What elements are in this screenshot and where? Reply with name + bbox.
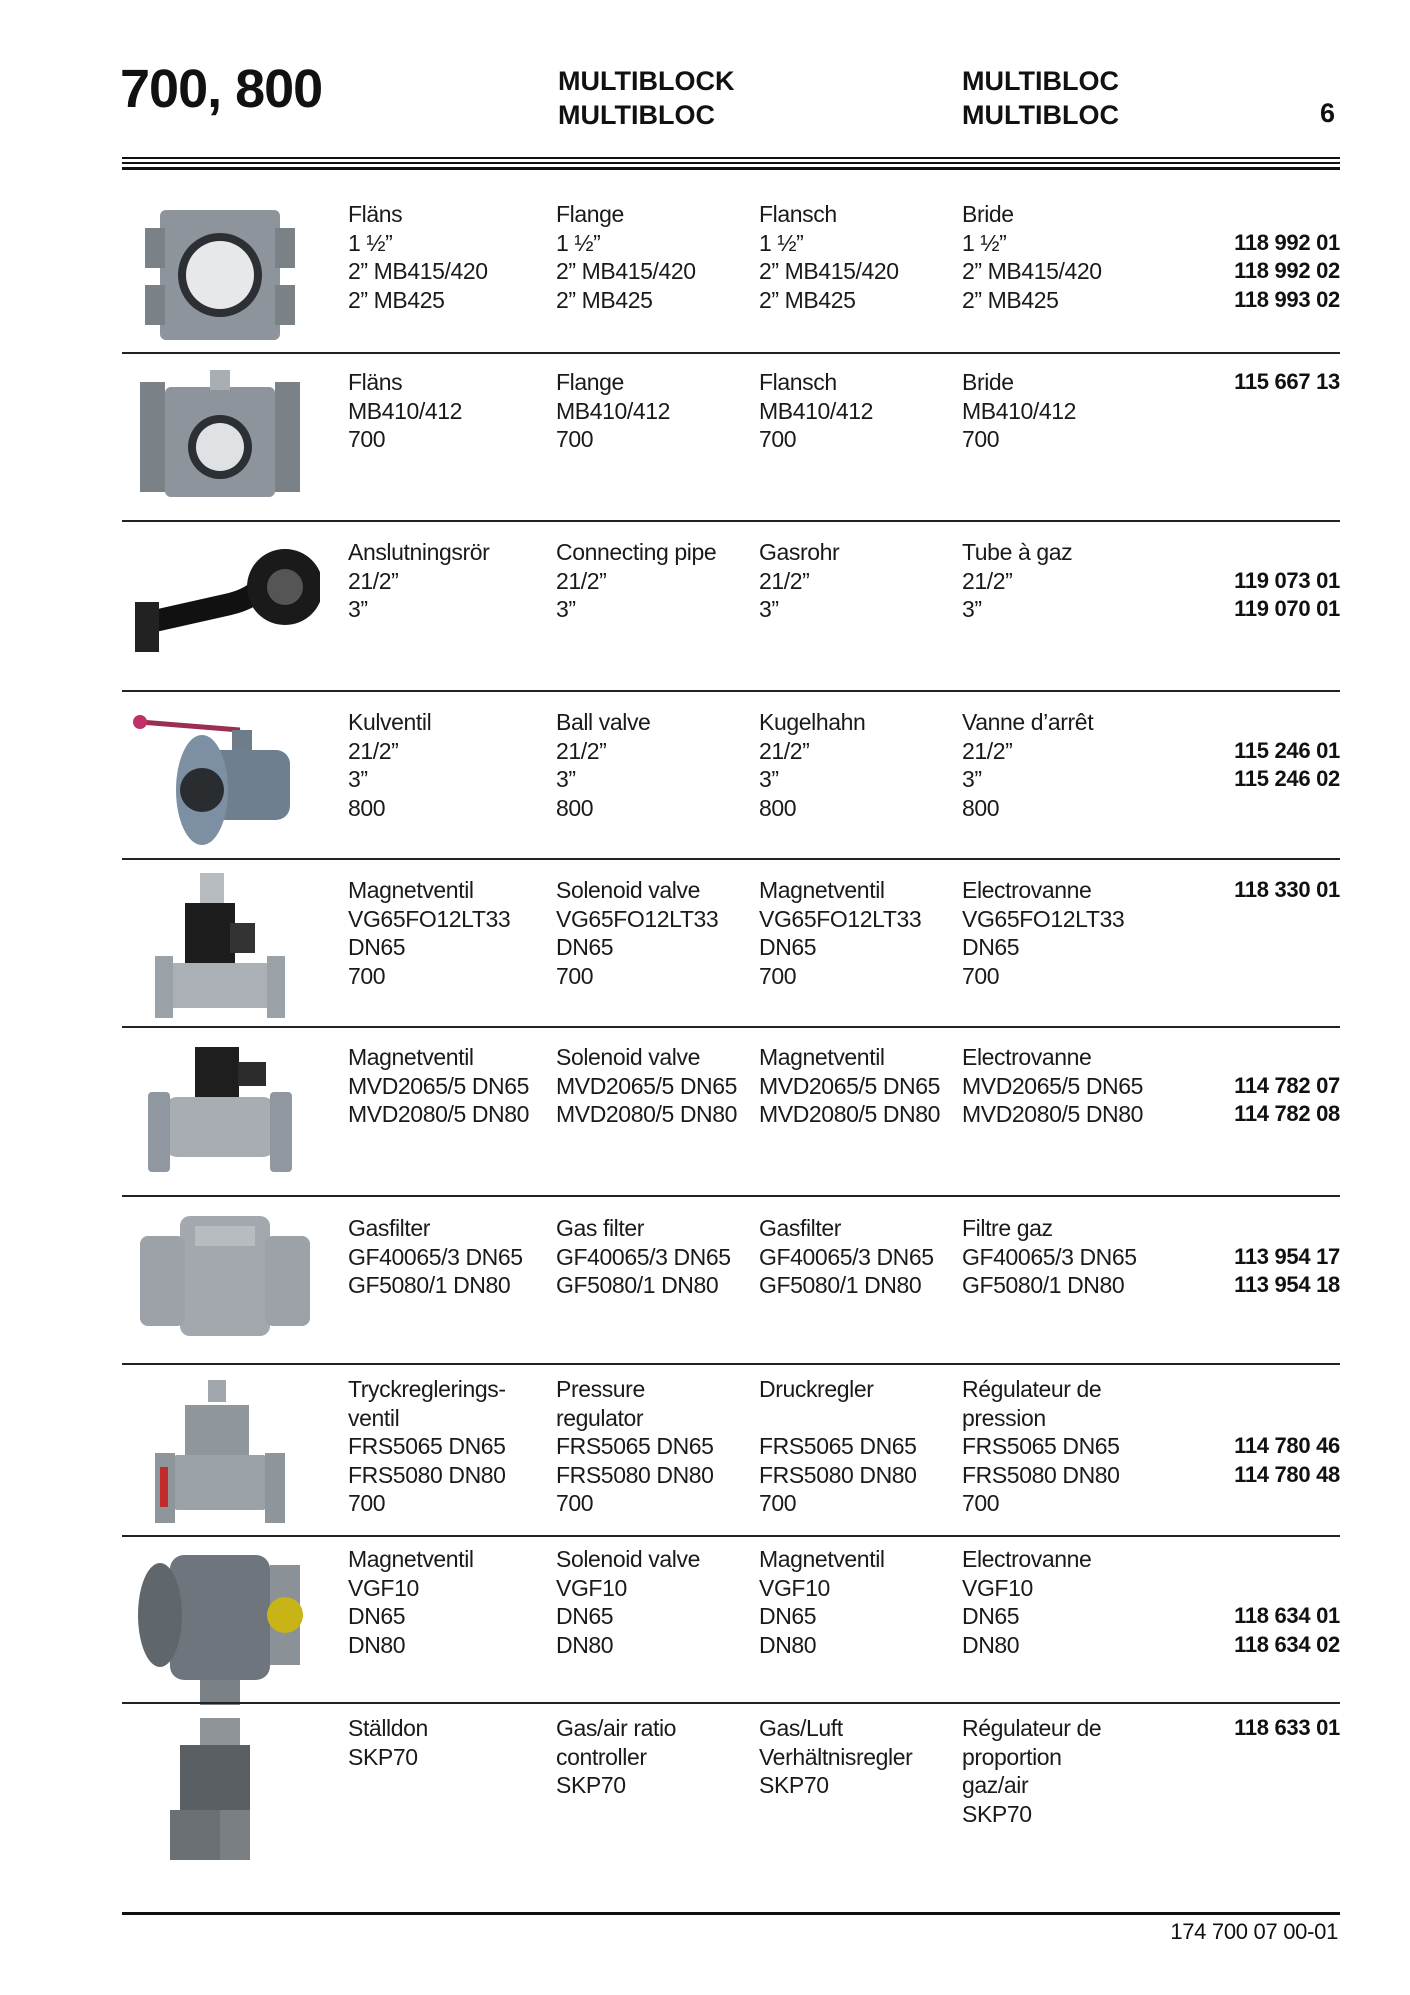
french-description bbox=[962, 1545, 1091, 1659]
description-line: 21/2” bbox=[759, 737, 810, 764]
description-line: pression bbox=[962, 1404, 1046, 1431]
solenoid-valve-vgf-icon bbox=[130, 1545, 325, 1715]
french-description bbox=[962, 1714, 1101, 1828]
row-divider bbox=[122, 520, 1340, 522]
description-line: Régulateur de bbox=[962, 1715, 1102, 1741]
description-line: Magnetventil bbox=[759, 1546, 885, 1572]
english-description bbox=[556, 708, 650, 822]
description-line: VGF10 bbox=[759, 1574, 830, 1601]
french-description bbox=[962, 1375, 1120, 1518]
description-line: Gasfilter bbox=[759, 1215, 842, 1241]
english-description bbox=[556, 1043, 737, 1129]
description-line: 700 bbox=[759, 426, 797, 452]
header-rule bbox=[122, 157, 1340, 173]
article-number bbox=[1234, 1375, 1340, 1404]
description-line: ventil bbox=[348, 1404, 400, 1431]
article-number: 118 992 02 bbox=[1234, 258, 1340, 283]
description-line: Tryckreglerings- bbox=[348, 1376, 506, 1402]
description-line: FRS5065 DN65 bbox=[556, 1433, 714, 1459]
english-description bbox=[556, 200, 696, 314]
article-number: 118 993 02 bbox=[1234, 286, 1340, 312]
description-line: 3” bbox=[759, 596, 779, 622]
swedish-description bbox=[348, 1043, 529, 1129]
article-number: 115 246 02 bbox=[1234, 766, 1340, 791]
description-line: SKP70 bbox=[962, 1800, 1032, 1827]
swedish-description bbox=[348, 200, 488, 314]
row-divider bbox=[122, 1702, 1340, 1704]
swedish-description bbox=[348, 538, 489, 624]
description-line: Gasrohr bbox=[759, 539, 840, 565]
swedish-description bbox=[348, 1375, 506, 1518]
description-line: 21/2” bbox=[962, 567, 1013, 594]
description-line: regulator bbox=[556, 1404, 644, 1431]
description-line: 700 bbox=[759, 1490, 797, 1516]
description-line: FRS5065 DN65 bbox=[759, 1433, 917, 1459]
german-description bbox=[759, 1043, 940, 1129]
english-description bbox=[556, 538, 716, 624]
description-line: VGF10 bbox=[348, 1574, 419, 1601]
description-line: 700 bbox=[348, 962, 386, 989]
description-line: 2” MB415/420 bbox=[962, 258, 1102, 284]
description-line: 1 ½” bbox=[556, 229, 601, 256]
description-line: Druckregler bbox=[759, 1376, 874, 1402]
french-description bbox=[962, 538, 1072, 624]
document-code: 174 700 07 00-01 bbox=[1170, 1919, 1338, 1944]
article-number: 113 954 17 bbox=[1234, 1243, 1340, 1269]
french-description bbox=[962, 1214, 1137, 1300]
description-line: FRS5065 DN65 bbox=[962, 1433, 1120, 1459]
description-line: Solenoid valve bbox=[556, 1044, 701, 1070]
description-line: DN80 bbox=[556, 1631, 614, 1658]
description-line: DN80 bbox=[759, 1631, 817, 1658]
swedish-description bbox=[348, 708, 431, 822]
description-line: Magnetventil bbox=[348, 1044, 474, 1070]
description-line: 2” MB415/420 bbox=[759, 258, 899, 284]
row-divider bbox=[122, 1535, 1340, 1537]
description-line: Ställdon bbox=[348, 1715, 428, 1741]
description-line: SKP70 bbox=[759, 1772, 829, 1798]
ball-valve-icon bbox=[130, 700, 325, 850]
description-line: GF40065/3 DN65 bbox=[556, 1243, 731, 1270]
description-line: 700 bbox=[556, 426, 594, 452]
description-line: 700 bbox=[962, 962, 1000, 989]
description-line: 700 bbox=[759, 962, 797, 989]
description-line: 2” MB425 bbox=[759, 286, 856, 313]
description-line: 2” MB415/420 bbox=[348, 258, 488, 284]
description-line: Electrovanne bbox=[962, 1044, 1092, 1070]
description-line: 700 bbox=[348, 426, 386, 452]
section-number: 6 bbox=[1320, 98, 1336, 128]
description-line: VG65FO12LT33 bbox=[348, 905, 511, 932]
article-number bbox=[1234, 1043, 1340, 1072]
article-number bbox=[1234, 1404, 1340, 1433]
description-line: GF5080/1 DN80 bbox=[962, 1272, 1125, 1298]
pressure-regulator-icon bbox=[130, 1375, 325, 1535]
heading-german-french bbox=[962, 64, 1119, 132]
article-number bbox=[1234, 1214, 1340, 1243]
description-line: 21/2” bbox=[348, 567, 399, 594]
article-number: 114 780 46 bbox=[1234, 1433, 1340, 1458]
heading-line: MULTIBLOC bbox=[962, 66, 1119, 96]
footer-rule bbox=[122, 1912, 1340, 1915]
description-line: 1 ½” bbox=[759, 229, 804, 256]
description-line: 700 bbox=[962, 1490, 1000, 1516]
description-line: 1 ½” bbox=[348, 229, 393, 256]
article-number: 118 634 01 bbox=[1234, 1603, 1340, 1628]
heading-line: MULTIBLOCK bbox=[558, 66, 735, 96]
description-line: GF5080/1 DN80 bbox=[556, 1272, 719, 1298]
description-line: Vanne d’arrêt bbox=[962, 709, 1094, 735]
swedish-description bbox=[348, 1214, 523, 1300]
article-number bbox=[1234, 708, 1340, 737]
description-line: VG65FO12LT33 bbox=[556, 905, 719, 932]
description-line: Anslutningsrör bbox=[348, 539, 490, 565]
article-number: 118 633 01 bbox=[1234, 1715, 1340, 1740]
connecting-pipe-icon bbox=[130, 532, 325, 662]
german-description bbox=[759, 876, 921, 990]
english-description bbox=[556, 1545, 700, 1659]
article-number: 119 070 01 bbox=[1234, 596, 1340, 621]
description-line: 800 bbox=[348, 794, 386, 821]
french-description bbox=[962, 368, 1076, 454]
description-line: VG65FO12LT33 bbox=[962, 905, 1125, 932]
row-divider bbox=[122, 690, 1340, 692]
german-description bbox=[759, 708, 865, 822]
description-line: Kulventil bbox=[348, 709, 432, 735]
french-description bbox=[962, 708, 1093, 822]
description-line: MVD2080/5 DN80 bbox=[556, 1101, 738, 1127]
gas-filter-icon bbox=[130, 1206, 325, 1351]
english-description bbox=[556, 1375, 714, 1518]
description-line: MVD2065/5 DN65 bbox=[556, 1072, 738, 1099]
description-line: VG65FO12LT33 bbox=[759, 905, 922, 932]
description-line: 3” bbox=[759, 766, 779, 792]
article-number bbox=[1234, 538, 1340, 567]
description-line: 700 bbox=[556, 962, 594, 989]
description-line: controller bbox=[556, 1743, 647, 1770]
article-number: 113 954 18 bbox=[1234, 1272, 1340, 1297]
description-line: GF40065/3 DN65 bbox=[962, 1243, 1137, 1270]
description-line: DN80 bbox=[348, 1631, 406, 1658]
description-line: DN80 bbox=[962, 1631, 1020, 1658]
description-line: Flansch bbox=[759, 201, 837, 227]
description-line: Connecting pipe bbox=[556, 539, 717, 565]
row-divider bbox=[122, 1026, 1340, 1028]
row-divider bbox=[122, 352, 1340, 354]
row-divider bbox=[122, 858, 1340, 860]
german-description bbox=[759, 368, 873, 454]
german-description bbox=[759, 1545, 885, 1659]
description-line: MB410/412 bbox=[556, 397, 671, 424]
description-line: VGF10 bbox=[556, 1574, 627, 1601]
description-line: Régulateur de bbox=[962, 1376, 1102, 1402]
article-numbers bbox=[1234, 368, 1340, 397]
description-line: FRS5065 DN65 bbox=[348, 1433, 506, 1459]
description-line bbox=[759, 1404, 917, 1433]
description-line: GF5080/1 DN80 bbox=[759, 1272, 922, 1298]
description-line: DN65 bbox=[962, 934, 1020, 960]
description-line: gaz/air bbox=[962, 1772, 1029, 1798]
description-line: Kugelhahn bbox=[759, 709, 866, 735]
description-line: Magnetventil bbox=[759, 877, 885, 903]
article-numbers bbox=[1234, 876, 1340, 905]
description-line: Bride bbox=[962, 369, 1014, 395]
description-line: 700 bbox=[556, 1490, 594, 1516]
description-line: 700 bbox=[962, 426, 1000, 452]
description-line: MB410/412 bbox=[759, 397, 874, 424]
article-number bbox=[1234, 200, 1340, 229]
description-line: 800 bbox=[962, 794, 1000, 821]
article-number bbox=[1234, 1545, 1340, 1574]
description-line: Electrovanne bbox=[962, 1546, 1092, 1572]
english-description bbox=[556, 1214, 731, 1300]
description-line: 21/2” bbox=[759, 567, 810, 594]
description-line: 21/2” bbox=[556, 567, 607, 594]
description-line: 3” bbox=[962, 596, 982, 622]
description-line: Electrovanne bbox=[962, 877, 1092, 903]
flange-bracket-icon bbox=[130, 362, 325, 512]
description-line: 2” MB425 bbox=[556, 286, 653, 313]
french-description bbox=[962, 876, 1124, 990]
article-number: 118 634 02 bbox=[1234, 1631, 1340, 1657]
heading-line: MULTIBLOC bbox=[962, 100, 1119, 130]
description-line: 800 bbox=[556, 794, 594, 821]
article-numbers bbox=[1234, 1043, 1340, 1129]
article-numbers bbox=[1234, 1714, 1340, 1743]
description-line: Gas/air ratio bbox=[556, 1715, 677, 1741]
description-line: MVD2080/5 DN80 bbox=[759, 1101, 941, 1127]
heading-line: MULTIBLOC bbox=[558, 100, 715, 130]
description-line: proportion bbox=[962, 1743, 1062, 1770]
description-line: Bride bbox=[962, 201, 1014, 227]
swedish-description bbox=[348, 1714, 428, 1771]
description-line: Flange bbox=[556, 201, 624, 227]
german-description bbox=[759, 1214, 934, 1300]
description-line: DN65 bbox=[759, 1603, 817, 1629]
description-line: MB410/412 bbox=[962, 397, 1077, 424]
description-line: 3” bbox=[962, 766, 982, 792]
french-description bbox=[962, 1043, 1143, 1129]
row-divider bbox=[122, 1195, 1340, 1197]
description-line: 21/2” bbox=[348, 737, 399, 764]
description-line: GF40065/3 DN65 bbox=[759, 1243, 934, 1270]
description-line: 21/2” bbox=[962, 737, 1013, 764]
article-number: 115 246 01 bbox=[1234, 737, 1340, 763]
heading-swedish-english bbox=[558, 64, 734, 132]
description-line: Gas/Luft bbox=[759, 1715, 843, 1741]
german-description bbox=[759, 200, 899, 314]
description-line: FRS5080 DN80 bbox=[348, 1461, 506, 1488]
description-line: Pressure bbox=[556, 1376, 645, 1402]
article-numbers bbox=[1234, 200, 1340, 314]
article-numbers bbox=[1234, 1545, 1340, 1659]
solenoid-valve-icon bbox=[130, 868, 325, 1028]
description-line: 3” bbox=[556, 766, 576, 792]
description-line: Solenoid valve bbox=[556, 877, 701, 903]
article-number: 114 782 08 bbox=[1234, 1101, 1340, 1126]
description-line: Filtre gaz bbox=[962, 1215, 1053, 1241]
description-line: Fläns bbox=[348, 201, 403, 227]
description-line: Solenoid valve bbox=[556, 1546, 701, 1572]
article-numbers bbox=[1234, 708, 1340, 794]
swedish-description bbox=[348, 876, 510, 990]
description-line: 800 bbox=[759, 794, 797, 821]
actuator-icon bbox=[130, 1710, 325, 1870]
german-description bbox=[759, 1375, 917, 1518]
description-line: Flansch bbox=[759, 369, 837, 395]
english-description bbox=[556, 368, 670, 454]
description-line: 21/2” bbox=[556, 737, 607, 764]
article-numbers bbox=[1234, 538, 1340, 624]
swedish-description bbox=[348, 368, 462, 454]
description-line: MVD2080/5 DN80 bbox=[348, 1101, 530, 1127]
description-line: Fläns bbox=[348, 369, 403, 395]
description-line: MVD2065/5 DN65 bbox=[962, 1072, 1144, 1099]
description-line: 3” bbox=[348, 596, 368, 622]
description-line: GF40065/3 DN65 bbox=[348, 1243, 523, 1270]
article-number: 118 992 01 bbox=[1234, 229, 1340, 255]
description-line: DN65 bbox=[556, 1603, 614, 1629]
page-title: 700, 800 bbox=[120, 59, 323, 119]
description-line: Magnetventil bbox=[759, 1044, 885, 1070]
description-line: FRS5080 DN80 bbox=[962, 1461, 1120, 1488]
description-line: 700 bbox=[348, 1490, 386, 1516]
description-line: FRS5080 DN80 bbox=[556, 1461, 714, 1488]
article-number: 118 330 01 bbox=[1234, 877, 1340, 902]
description-line: DN65 bbox=[348, 934, 406, 960]
swedish-description bbox=[348, 1545, 474, 1659]
description-line: DN65 bbox=[759, 934, 817, 960]
description-line: 2” MB425 bbox=[962, 286, 1059, 313]
description-line: Tube à gaz bbox=[962, 539, 1073, 565]
description-line: GF5080/1 DN80 bbox=[348, 1272, 511, 1298]
solenoid-valve-mvd-icon bbox=[130, 1037, 325, 1187]
article-number: 114 782 07 bbox=[1234, 1072, 1340, 1098]
description-line: 3” bbox=[348, 766, 368, 792]
description-line: DN65 bbox=[348, 1603, 406, 1629]
description-line: 3” bbox=[556, 596, 576, 622]
description-line: 1 ½” bbox=[962, 229, 1007, 256]
description-line: MVD2065/5 DN65 bbox=[759, 1072, 941, 1099]
description-line: Magnetventil bbox=[348, 1546, 474, 1572]
english-description bbox=[556, 1714, 676, 1800]
article-number: 119 073 01 bbox=[1234, 567, 1340, 593]
article-numbers bbox=[1234, 1214, 1340, 1300]
description-line: DN65 bbox=[962, 1603, 1020, 1629]
description-line: Ball valve bbox=[556, 709, 651, 735]
description-line: MVD2065/5 DN65 bbox=[348, 1072, 530, 1099]
row-divider bbox=[122, 1363, 1340, 1365]
description-line: SKP70 bbox=[556, 1772, 626, 1798]
description-line: Gas filter bbox=[556, 1215, 645, 1241]
article-number: 114 780 48 bbox=[1234, 1461, 1340, 1487]
french-description bbox=[962, 200, 1102, 314]
german-description bbox=[759, 1714, 912, 1800]
description-line: MB410/412 bbox=[348, 397, 463, 424]
german-description bbox=[759, 538, 839, 624]
description-line: MVD2080/5 DN80 bbox=[962, 1101, 1144, 1127]
description-line: Flange bbox=[556, 369, 624, 395]
description-line: DN65 bbox=[556, 934, 614, 960]
description-line: 2” MB415/420 bbox=[556, 258, 696, 284]
description-line: 2” MB425 bbox=[348, 286, 445, 313]
description-line: Verhältnisregler bbox=[759, 1743, 913, 1770]
flange-icon bbox=[130, 200, 325, 350]
description-line: SKP70 bbox=[348, 1743, 418, 1770]
article-numbers bbox=[1234, 1375, 1340, 1489]
description-line: Magnetventil bbox=[348, 877, 474, 903]
description-line: VGF10 bbox=[962, 1574, 1033, 1601]
description-line: Gasfilter bbox=[348, 1215, 431, 1241]
article-number bbox=[1234, 1574, 1340, 1603]
article-number: 115 667 13 bbox=[1234, 369, 1340, 394]
description-line: FRS5080 DN80 bbox=[759, 1461, 917, 1488]
english-description bbox=[556, 876, 718, 990]
